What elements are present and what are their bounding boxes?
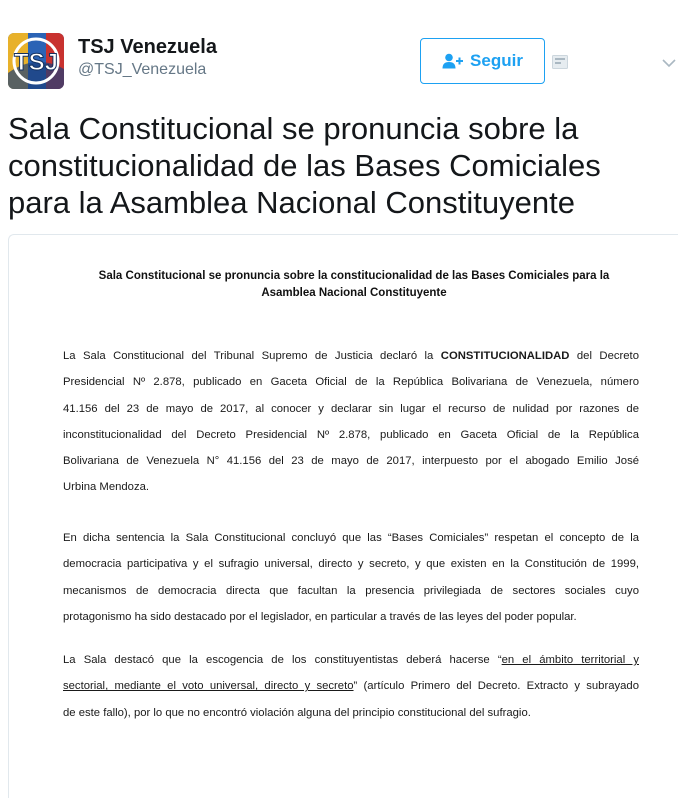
text-run: del Decreto xyxy=(569,350,639,362)
document-paragraph-1 xyxy=(63,343,639,501)
document-title xyxy=(75,268,633,302)
follow-button[interactable] xyxy=(420,38,545,84)
paragraph-line: Presidencial Nº 2.878, publicado en Gaceta Oficial de la República Bolivariana de Venezuela, número xyxy=(63,376,639,389)
svg-text:TSJ: TSJ xyxy=(13,49,59,76)
paragraph-line xyxy=(63,647,639,673)
text-run-bold: CONSTITUCIONALIDAD xyxy=(440,350,570,362)
tweet-text-line: constitucionalidad de las Bases Comiciales xyxy=(8,148,601,183)
tweet-text-line: Sala Constitucional se pronuncia sobre la xyxy=(8,111,579,146)
document-title-line: Sala Constitucional se pronuncia sobre la constitucionalidad de las Bases Comiciales para la xyxy=(98,270,610,282)
text-run-underlined: en el ámbito territorial y xyxy=(501,654,639,666)
display-name[interactable]: TSJ Venezuela xyxy=(78,36,217,58)
account-handle[interactable]: @TSJ_Venezuela xyxy=(78,61,207,78)
tweet-text xyxy=(8,110,673,221)
document-title-line: Asamblea Nacional Constituyente xyxy=(261,287,447,299)
chevron-down-icon[interactable] xyxy=(661,56,677,68)
text-run-underlined: sectorial, mediante el voto universal, directo y secreto xyxy=(63,680,354,693)
document-paragraph-3 xyxy=(63,647,639,726)
paragraph-line xyxy=(63,673,639,699)
notification-icon xyxy=(552,55,568,69)
follow-label: Seguir xyxy=(470,51,523,70)
tweet-text-line: para la Asamblea Nacional Constituyente xyxy=(8,185,575,220)
paragraph-line: democracia participativa y el sufragio universal, directo y secreto, y que existen en la Constitución de 1999, xyxy=(63,558,639,571)
paragraph-line: Bolivariana de Venezuela N° 41.156 del 23 de mayo de 2017, interpuesto por el abogado Emilio José xyxy=(63,455,639,468)
text-run: ” (artículo Primero del Decreto. Extracto y subrayado xyxy=(353,680,639,693)
text-run: La Sala destacó que la escogencia de los constituyentistas deberá hacerse “ xyxy=(63,654,502,666)
add-user-icon xyxy=(442,53,464,69)
document-paragraph-2 xyxy=(63,525,639,630)
tweet-header xyxy=(0,0,680,100)
paragraph-line: Urbina Mendoza. xyxy=(63,481,150,494)
tsj-logo-avatar-icon[interactable] xyxy=(8,33,64,89)
paragraph-line: de este fallo), por lo que no encontró violación alguna del principio constitucional del sufragio. xyxy=(63,706,531,719)
paragraph-line: mecanismos de democracia directa que facultan la presencia privilegiada de sectores sociales cuyo xyxy=(63,584,639,597)
attached-document-image[interactable] xyxy=(8,234,678,798)
paragraph-line: En dicha sentencia la Sala Constitucional concluyó que las “Bases Comiciales” respetan el concepto de la xyxy=(63,532,639,544)
text-run: La Sala Constitucional del Tribunal Supremo de Justicia declaró la xyxy=(63,350,441,362)
paragraph-line: inconstitucionalidad del Decreto Presidencial Nº 2.878, publicado en Gaceta Oficial de la República xyxy=(63,428,639,441)
paragraph-line xyxy=(63,343,639,369)
paragraph-line: 41.156 del 23 de mayo de 2017, al conocer y declarar sin lugar el recurso de nulidad por razones de xyxy=(63,402,639,415)
paragraph-line: protagonismo ha sido destacado por el legislador, en particular a través de las leyes del poder popular. xyxy=(63,610,577,623)
